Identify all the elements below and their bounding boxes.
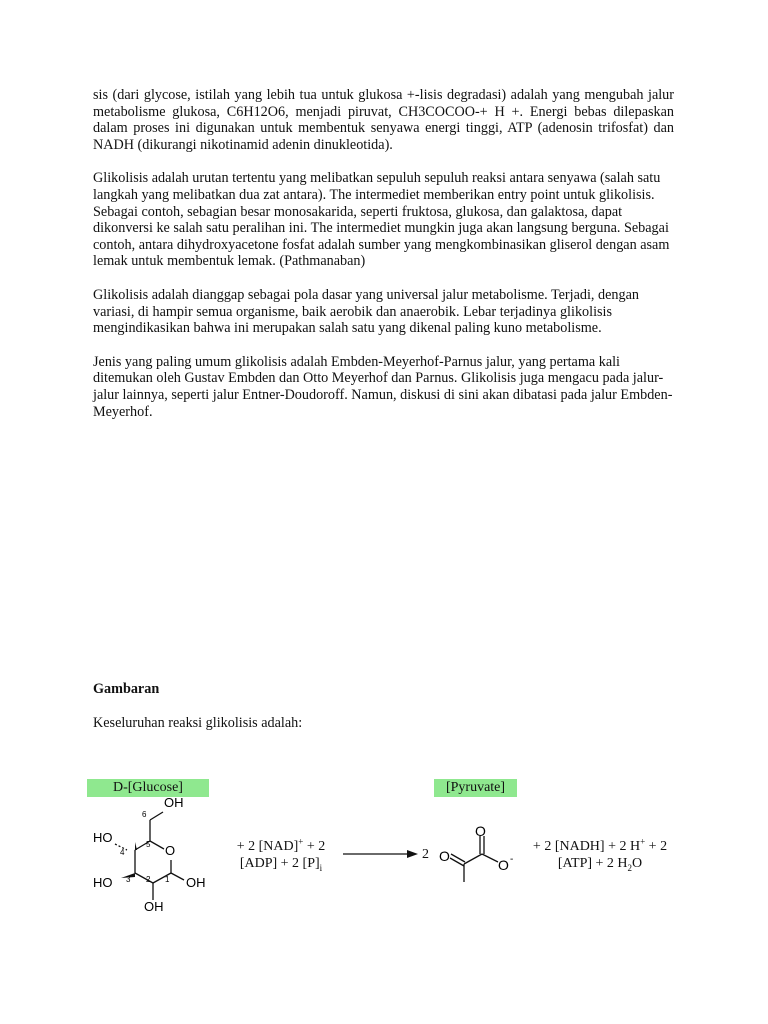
products-line-2: [ATP] + 2 $H_2O$ xyxy=(557,856,643,873)
paragraph-2: Glikolisis adalah urutan tertentu yang melibatkan sepuluh sepuluh reaksi antara senyawa (salah satu langkah yang melibatkan dua zat antara). The intermediet memberikan entry point untuk glikolisis. Sebagai contoh, sebagian besar monosakarida, seperti fruktosa, glukosa, dan galaktosa, dapat dikonversi ke salah satu peralihan ini. The intermediet mungkin juga akan langsung berguna. Sebagai contoh, antara dihydroxyacetone fosfat adalah sumber yang mengkombinasikan gliserol dengan asam lemak untuk membentuk lemak. (Pathmanaban) xyxy=(93,170,670,270)
glucose-num-5: 5 xyxy=(146,840,151,849)
document-body xyxy=(93,87,674,437)
glucose-oh-top: OH xyxy=(164,795,184,810)
reactants-line-2: [ADP] + 2 $[P]_i$ xyxy=(239,856,323,873)
pyruvate-o-top: O xyxy=(475,823,486,839)
paragraph-1: sis (dari glycose, istilah yang lebih tua untuk glukosa +-lisis degradasi) adalah yang mengubah jalur metabolisme glukosa, C6H12O6, menjadi piruvat, CH3COCOO-+ H +. Energi bebas dilepaskan dalam proses ini digunakan untuk membentuk senyawa energi tinggi, ATP (adenosin trifosfat) dan NADH (dikurangi nikotinamid adenin dinukleotida). xyxy=(93,87,674,153)
glucose-oh-right: OH xyxy=(186,875,206,890)
reaction-arrow xyxy=(343,847,419,861)
glucose-ho-upper: HO xyxy=(93,830,113,845)
products-cofactors xyxy=(520,838,680,872)
section-heading: Gambaran xyxy=(93,681,160,697)
reactants-cofactors xyxy=(216,838,346,872)
section-intro: Keseluruhan reaksi glikolisis adalah: xyxy=(93,715,303,731)
glucose-ring-o: O xyxy=(165,843,176,858)
glucose-ho-lower: HO xyxy=(93,875,113,890)
glucose-num-4: 4 xyxy=(120,848,125,857)
glucose-label: D-[Glucose] xyxy=(87,779,209,797)
paragraph-3: Glikolisis adalah dianggap sebagai pola dasar yang universal jalur metabolisme. Terjadi, dengan variasi, di hampir semua organisme, baik aerobik dan anaerobik. Lebar terjadinya glikolisis mengindikasikan bahwa ini merupakan salah satu yang dikenal paling kuno metabolisme. xyxy=(93,286,639,337)
glucose-num-2: 2 xyxy=(146,875,151,884)
glucose-oh-bottom: OH xyxy=(144,899,164,914)
glucose-structure xyxy=(85,790,215,920)
pyruvate-structure xyxy=(432,822,522,888)
pyruvate-o-right: O xyxy=(498,857,509,873)
pyruvate-o-left: O xyxy=(439,848,450,864)
pyruvate-coefficient: 2 xyxy=(422,847,429,862)
products-line-1: + 2 [NADH] + 2 H+ + 2 xyxy=(532,836,668,854)
glucose-num-1: 1 xyxy=(165,875,170,884)
paragraph-4: Jenis yang paling umum glikolisis adalah Embden-Meyerhof-Parnus jalur, yang pertama kali ditemukan oleh Gustav Embden dan Otto Meyerhof dan Parnus. Glikolisis juga mengacu pada jalur-jalur lainnya, seperti jalur Entner-Doudoroff. Namun, diskusi di sini akan dibatasi pada jalur Embden-Meyerhof. xyxy=(93,353,673,420)
glucose-num-6: 6 xyxy=(142,810,147,819)
pyruvate-charge: - xyxy=(510,854,514,865)
reactants-line-1: + 2 [NAD]+ + 2 xyxy=(236,836,326,854)
pyruvate-label: [Pyruvate] xyxy=(434,779,517,797)
glucose-num-3: 3 xyxy=(126,875,131,884)
